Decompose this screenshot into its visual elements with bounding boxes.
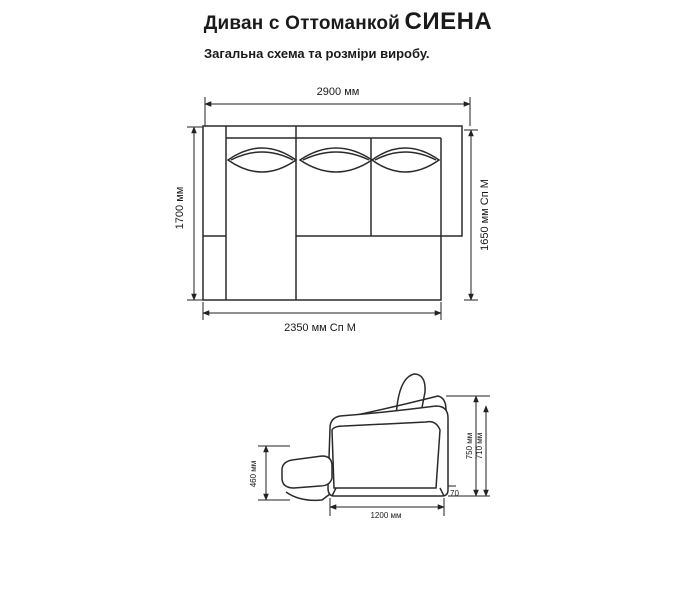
top-view	[174, 86, 491, 334]
height-outer-label: 750 мм	[465, 432, 474, 460]
dimension-height	[446, 396, 490, 496]
side-view	[249, 374, 490, 520]
depth-label: 1700 мм	[174, 186, 186, 230]
dimension-side-depth	[330, 498, 444, 520]
width-label: 2900 мм	[316, 86, 360, 98]
dimension-depth	[174, 127, 203, 300]
seat-height-label: 460 мм	[249, 460, 258, 488]
height-inner-label: 710 мм	[475, 432, 484, 460]
title-main: Диван с Оттоманкой	[203, 13, 401, 34]
leg-label: 70	[450, 489, 459, 498]
dimension-width	[205, 86, 470, 126]
right-depth-label: 1650 мм Сп М	[479, 179, 491, 251]
dimension-leg	[448, 486, 459, 498]
ottoman	[282, 456, 332, 488]
dimension-bottom-width	[203, 302, 441, 334]
dimension-right-depth	[464, 130, 491, 300]
sofa-body	[328, 406, 448, 496]
title-model: СИЕНА	[404, 8, 493, 35]
subtitle: Загальна схема та розміри виробу.	[204, 46, 430, 61]
bottom-width-label: 2350 мм Сп М	[284, 322, 356, 334]
side-depth-label: 1200 мм	[370, 511, 402, 520]
sofa-plan	[203, 126, 462, 300]
